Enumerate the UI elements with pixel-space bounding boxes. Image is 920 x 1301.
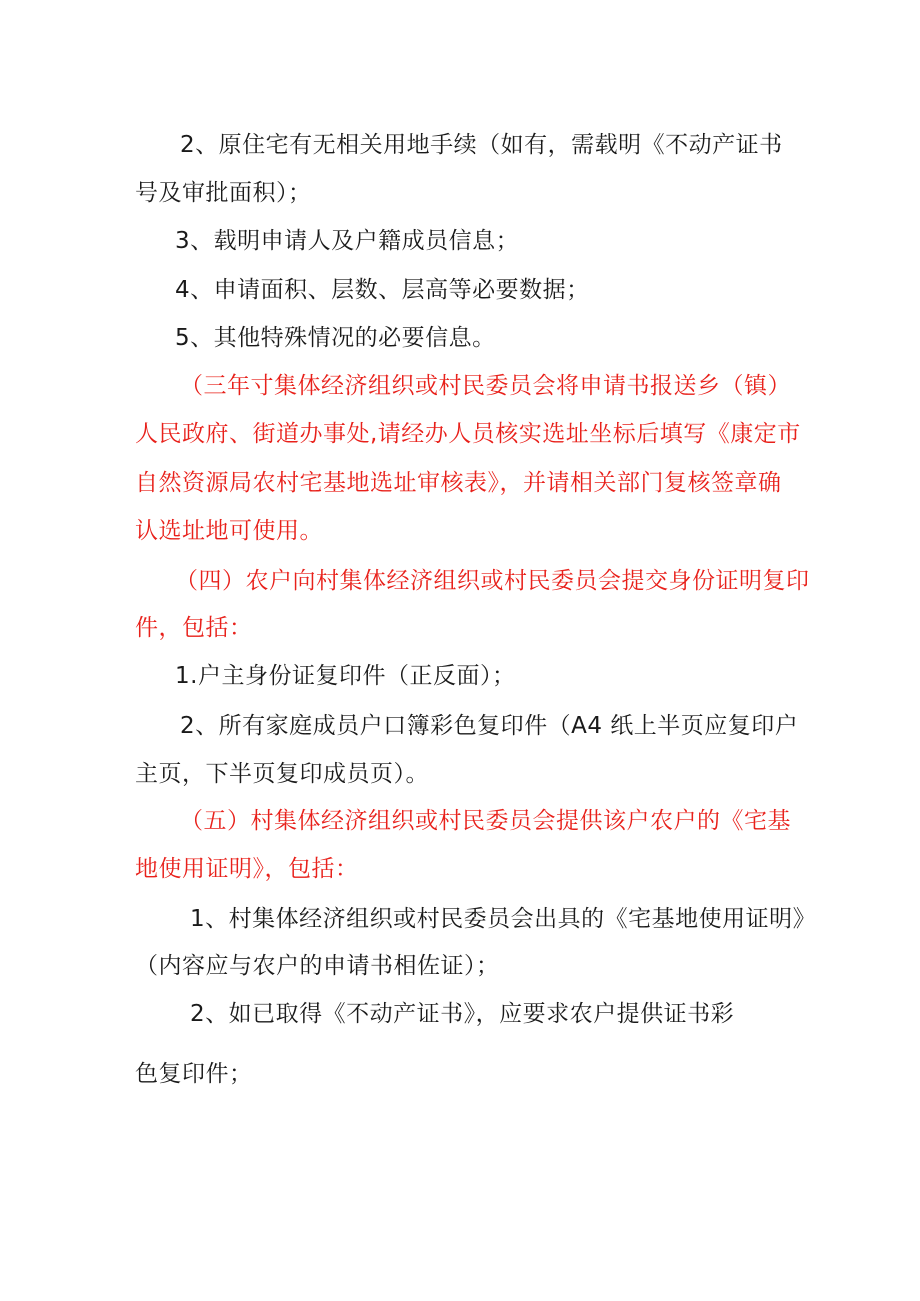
text-line: 自然资源局农村宅基地选址审核表》，并请相关部门复核签章确 — [135, 470, 782, 496]
section-heading-5: （五）村集体经济组织或村民委员会提供该户农户的《宅基 — [180, 808, 791, 834]
text-line: 认选址地可使用。 — [135, 518, 323, 544]
text-line: 5、其他特殊情况的必要信息。 — [175, 325, 496, 351]
text-line: 主页，下半页复印成员页）。 — [135, 761, 429, 787]
text-line: 4、申请面积、层数、层高等必要数据； — [175, 277, 590, 303]
text-line: 色复印件； — [135, 1061, 253, 1087]
text-line: （内容应与农户的申请书相佐证）； — [135, 953, 500, 979]
text-line: 人民政府、街道办事处,请经办人员核实选址坐标后填写《康定市 — [135, 421, 801, 447]
text-line: 1、村集体经济组织或村民委员会出具的《宅基地使用证明》 — [190, 906, 817, 932]
text-line: 件，包括： — [135, 615, 253, 641]
text-line: 3、载明申请人及户籍成员信息； — [175, 228, 520, 254]
text-line: 号及审批面积）； — [135, 180, 312, 206]
text-line: 2、所有家庭成员户口簿彩色复印件（A4 纸上半页应复印户 — [180, 713, 799, 739]
text-line: 1.户主身份证复印件（正反面）； — [175, 663, 516, 689]
text-line: 2、原住宅有无相关用地手续（如有，需载明《不动产证书 — [180, 132, 783, 158]
section-heading-3: （三年寸集体经济组织或村民委员会将申请书报送乡（镇） — [180, 373, 791, 399]
text-line: 地使用证明》，包括： — [135, 856, 359, 882]
section-heading-4: （四）农户向村集体经济组织或村民委员会提交身份证明复印 — [175, 568, 810, 594]
text-line: 2、如已取得《不动产证书》，应要求农户提供证书彩 — [190, 1001, 735, 1027]
